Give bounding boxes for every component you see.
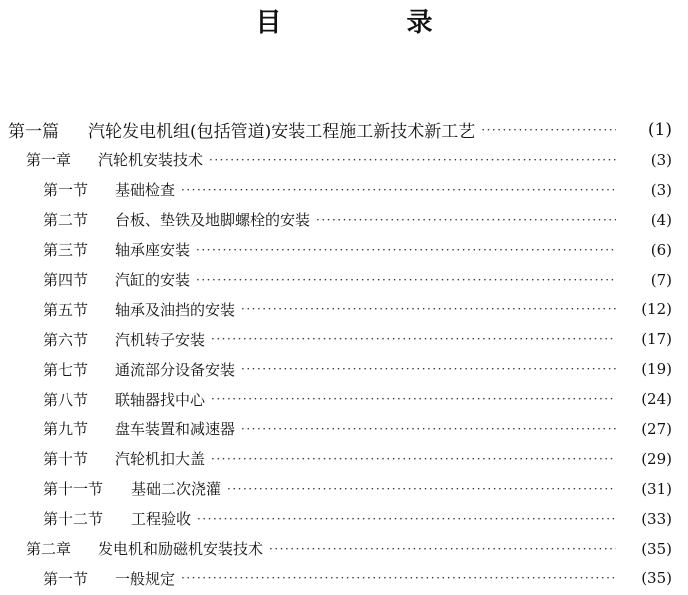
dot-leader [241,301,616,317]
toc-entry-section-12[interactable] [0,504,688,534]
dot-leader [481,122,616,138]
toc-entry-title: 汽轮发电机组(包括管道)安装工程施工新技术新工艺 [88,122,476,142]
toc-entry-page: (29) [641,449,672,468]
toc-entry-page: (31) [641,479,672,498]
toc-entry-page: (6) [650,240,672,259]
toc-entry-title: 基础检查 [115,181,176,200]
toc-entry-section-1[interactable] [0,175,688,205]
toc-entry-part-1[interactable] [0,114,688,145]
toc-entry-title: 汽机转子安装 [115,330,206,349]
toc-entry-number: 第二章 [26,540,72,559]
toc-entry-page: (27) [641,419,672,438]
dot-leader [196,242,616,258]
toc-entry-title: 汽轮机扣大盖 [115,450,206,469]
toc-entry-section-7[interactable] [0,354,688,384]
toc-entry-page: (35) [641,539,672,558]
toc-entry-section-9[interactable] [0,414,688,444]
dot-leader [196,272,616,288]
toc-entry-number: 第八节 [43,390,89,409]
toc-entry-section-4[interactable] [0,265,688,295]
toc-entry-section-10[interactable] [0,444,688,474]
dot-leader [181,182,616,198]
toc-entry-title: 轴承及油挡的安装 [115,300,236,319]
table-of-contents [0,114,688,593]
toc-entry-title: 汽缸的安装 [115,271,191,289]
dot-leader [227,481,616,497]
toc-entry-number: 第一章 [26,151,72,170]
toc-entry-number: 第五节 [43,300,89,319]
dot-leader [241,361,616,377]
toc-entry-section-6[interactable] [0,324,688,354]
dot-leader [269,541,616,557]
toc-entry-section-2[interactable] [0,205,688,235]
toc-entry-title: 工程验收 [131,510,192,529]
toc-entry-page: (3) [650,150,672,169]
toc-entry-page: (7) [650,270,672,289]
toc-entry-section-5[interactable] [0,294,688,324]
toc-entry-title: 盘车装置和减速器 [115,420,236,439]
toc-entry-title: 通流部分设备安装 [115,360,236,379]
toc-entry-page: (1) [647,119,672,140]
toc-entry-page: (19) [641,360,672,379]
toc-entry-title: 台板、垫铁及地脚螺栓的安装 [115,211,311,230]
dot-leader [316,212,616,228]
toc-entry-page: (12) [641,300,672,319]
toc-entry-number: 第一节 [43,569,89,588]
toc-entry-number: 第三节 [43,241,89,260]
toc-entry-page: (3) [650,180,672,199]
toc-entry-number: 第九节 [43,420,89,439]
toc-entry-title: 联轴器找中心 [115,390,206,409]
toc-entry-number: 第七节 [43,360,89,379]
dot-leader [197,511,616,527]
toc-entry-number: 第十一节 [43,480,104,499]
toc-entry-section-8[interactable] [0,384,688,414]
toc-entry-title: 发电机和励磁机安装技术 [98,540,264,559]
toc-entry-title: 基础二次浇灌 [131,480,222,499]
toc-entry-section-1-ch2[interactable] [0,563,688,593]
toc-entry-page: (17) [641,330,672,349]
dot-leader [241,421,616,437]
toc-entry-number: 第二节 [43,211,89,230]
toc-entry-number: 第四节 [43,271,89,289]
toc-entry-title: 轴承座安装 [115,241,191,260]
toc-entry-title: 汽轮机安装技术 [98,151,204,170]
dot-leader [209,152,616,168]
toc-entry-chapter-1[interactable] [0,145,688,175]
toc-entry-number: 第一节 [43,181,89,200]
toc-entry-page: (4) [650,210,672,229]
toc-entry-page: (35) [641,569,672,588]
toc-entry-title: 一般规定 [115,569,176,588]
toc-entry-number: 第十节 [43,450,89,469]
toc-entry-section-11[interactable] [0,474,688,504]
toc-entry-page: (33) [641,509,672,528]
toc-entry-number: 第六节 [43,330,89,349]
toc-entry-number: 第十二节 [43,510,104,529]
toc-entry-page: (24) [641,390,672,409]
dot-leader [211,331,616,347]
dot-leader [211,391,616,407]
dot-leader [181,570,616,586]
toc-entry-section-3[interactable] [0,235,688,265]
page-title: 目 录 [255,8,491,38]
dot-leader [211,451,616,467]
toc-entry-chapter-2[interactable] [0,534,688,564]
toc-entry-number: 第一篇 [8,122,59,142]
